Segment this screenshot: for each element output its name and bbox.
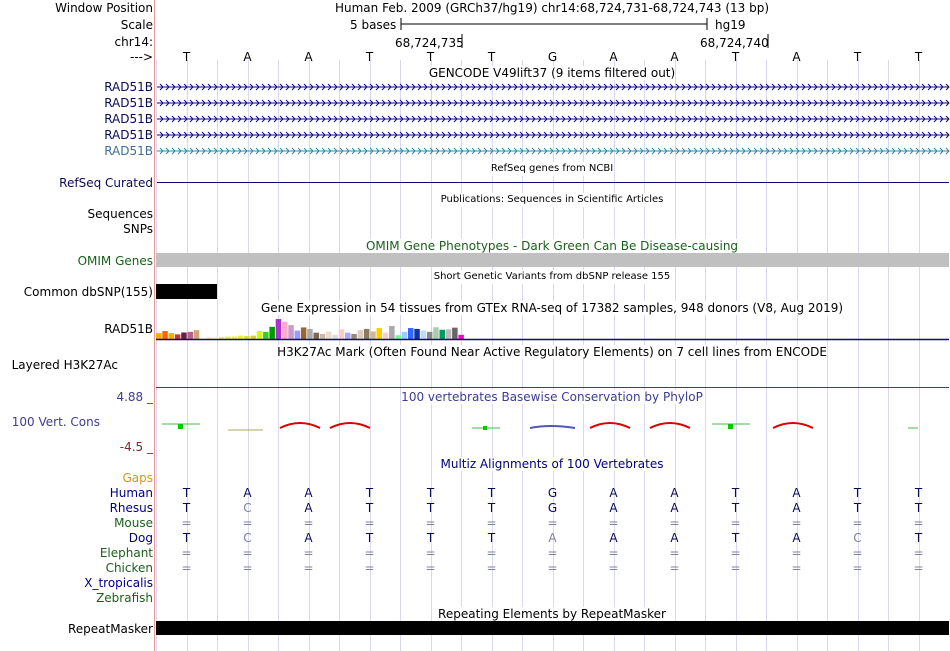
species-label[interactable]: Dog — [128, 531, 153, 545]
gtex-tissue-bar — [181, 332, 187, 339]
multiz-title: Multiz Alignments of 100 Vertebrates — [440, 457, 664, 471]
alignment-base: T — [182, 486, 191, 500]
dbsnp-variant-bar — [156, 284, 217, 299]
gtex-tissue-bar — [257, 331, 263, 339]
gtex-tissue-bar — [402, 332, 408, 339]
cons-min-label: -4.5 _ — [119, 440, 153, 454]
alignment-base: A — [243, 486, 252, 500]
alignment-base: = — [181, 546, 192, 560]
alignment-base: = — [791, 561, 802, 575]
alignment-base: T — [365, 501, 374, 515]
alignment-base: A — [304, 486, 313, 500]
alignment-base: A — [792, 501, 801, 515]
gtex-tissue-bar — [263, 332, 269, 339]
gtex-tissue-bar — [288, 325, 294, 339]
gtex-tissue-bar — [421, 331, 427, 339]
base-letter: A — [304, 50, 313, 64]
species-label[interactable]: Human — [109, 486, 153, 500]
dbsnp-title: Short Genetic Variants from dbSNP release 155 — [433, 271, 671, 282]
gtex-tissue-bar — [188, 332, 194, 339]
refseq-title: RefSeq genes from NCBI — [490, 163, 614, 174]
alignment-base: C — [853, 531, 862, 545]
base-letter: T — [487, 50, 496, 64]
gtex-tissue-bar — [339, 329, 345, 339]
gencode-title: GENCODE V49lift37 (9 items filtered out) — [428, 66, 676, 80]
gtex-tissue-bar — [351, 334, 357, 339]
alignment-base: = — [181, 561, 192, 575]
alignment-base: = — [608, 561, 619, 575]
species-label[interactable]: Zebrafish — [96, 591, 153, 605]
alignment-base: = — [242, 561, 253, 575]
gtex-tissue-bar — [244, 336, 250, 339]
omim-bar — [156, 253, 949, 267]
gencode-item-1[interactable]: RAD51B — [104, 80, 153, 94]
alignment-base: = — [425, 546, 436, 560]
alignment-base: = — [181, 516, 192, 530]
alignment-base: T — [914, 531, 923, 545]
omim-label[interactable]: OMIM Genes — [77, 254, 153, 268]
alignment-base: A — [609, 501, 618, 515]
alignment-base: A — [548, 531, 557, 545]
repeatmasker-label[interactable]: RepeatMasker — [67, 622, 153, 636]
alignment-base: A — [670, 531, 679, 545]
species-label[interactable]: Mouse — [114, 516, 153, 530]
scale-label: Scale — [120, 18, 153, 32]
h3k27ac-title: H3K27Ac Mark (Often Found Near Active Regulatory Elements) on 7 cell lines from ENCODE — [277, 345, 827, 359]
alignment-base: T — [853, 501, 862, 515]
gtex-tissue-bar — [282, 322, 288, 339]
gtex-tissue-bar — [427, 332, 433, 339]
alignment-base: C — [243, 531, 252, 545]
base-letter: T — [914, 50, 923, 64]
alignment-base: A — [792, 531, 801, 545]
gtex-tissue-bar — [276, 319, 282, 339]
gtex-tissue-bar — [345, 333, 351, 339]
alignment-base: T — [914, 501, 923, 515]
alignment-base: = — [669, 561, 680, 575]
gtex-tissue-bar — [225, 336, 231, 339]
gtex-tissue-bar — [194, 330, 200, 339]
alignment-base: T — [853, 486, 862, 500]
alignment-base: = — [913, 561, 924, 575]
gtex-title: Gene Expression in 54 tissues from GTEx RNA-seq of 17382 samples, 948 donors (V8, Aug 2019) — [260, 301, 844, 315]
gtex-tissue-bar — [446, 329, 452, 339]
position-label-2: 68,724,740 — [700, 36, 769, 50]
gaps-label[interactable]: Gaps — [122, 471, 153, 485]
base-letter: T — [731, 50, 740, 64]
gtex-tissue-bar — [383, 333, 389, 339]
alignment-base: = — [303, 516, 314, 530]
gtex-tissue-bar — [395, 335, 401, 339]
alignment-base: G — [547, 486, 558, 500]
alignment-base: = — [852, 561, 863, 575]
phylop-point — [483, 426, 487, 430]
alignment-base: A — [670, 486, 679, 500]
gencode-item-3[interactable]: RAD51B — [104, 112, 153, 126]
dbsnp-label[interactable]: Common dbSNP(155) — [23, 285, 153, 299]
alignment-base: = — [608, 516, 619, 530]
gtex-tissue-bar — [458, 335, 464, 339]
alignment-base: = — [730, 561, 741, 575]
alignment-base: = — [547, 516, 558, 530]
alignment-base: A — [609, 486, 618, 500]
alignment-base: = — [669, 546, 680, 560]
gtex-tissue-bar — [232, 336, 238, 339]
gtex-tissue-bar — [320, 334, 326, 339]
alignment-base: A — [792, 486, 801, 500]
gtex-tissue-bar — [156, 333, 162, 339]
gtex-tissue-bar — [314, 333, 320, 339]
gtex-tissue-bar — [414, 329, 420, 339]
gtex-tissue-bar — [269, 327, 275, 339]
window-position-label: Window Position — [55, 1, 153, 15]
gtex-tissue-bar — [251, 336, 257, 339]
gtex-tissue-bar — [213, 337, 219, 339]
gtex-tissue-bar — [301, 327, 307, 339]
alignment-base: = — [242, 516, 253, 530]
phylop-peak — [650, 423, 690, 428]
base-letter: G — [547, 50, 558, 64]
alignment-base: = — [913, 516, 924, 530]
alignment-base: = — [425, 561, 436, 575]
gtex-tissue-bar — [408, 328, 414, 339]
publications-sequences-label[interactable]: Sequences — [87, 207, 153, 221]
alignment-base: = — [913, 546, 924, 560]
repeatmasker-bar — [156, 621, 949, 635]
gtex-tissue-bar — [162, 331, 168, 339]
alignment-base: = — [303, 546, 314, 560]
alignment-base: = — [303, 561, 314, 575]
h3k27ac-label[interactable]: Layered H3K27Ac — [11, 358, 118, 372]
gtex-tissue-bar — [389, 326, 395, 339]
strand-arrow-label: ---> — [129, 50, 153, 64]
cons-title: 100 vertebrates Basewise Conservation by PhyloP — [401, 390, 703, 404]
alignment-base: = — [791, 546, 802, 560]
alignment-base: = — [852, 546, 863, 560]
assembly-title: Human Feb. 2009 (GRCh37/hg19) chr14:68,724,731-68,724,743 (13 bp) — [334, 1, 770, 15]
species-label[interactable]: Chicken — [105, 561, 153, 575]
phylop-peak — [330, 423, 370, 428]
species-label[interactable]: Rhesus — [109, 501, 153, 515]
alignment-base: = — [608, 546, 619, 560]
chrom-label: chr14: — [114, 35, 153, 49]
gtex-tissue-bar — [358, 330, 364, 339]
alignment-base: = — [425, 516, 436, 530]
gtex-tissue-bar — [326, 331, 332, 339]
base-letter: A — [243, 50, 252, 64]
alignment-base: = — [852, 516, 863, 530]
cons-label[interactable]: 100 Vert. Cons — [11, 415, 100, 429]
base-letter: A — [792, 50, 801, 64]
gtex-label[interactable]: RAD51B — [104, 322, 153, 336]
base-letter: A — [670, 50, 679, 64]
alignment-base: = — [730, 546, 741, 560]
alignment-base: T — [426, 531, 435, 545]
gtex-tissue-bar — [377, 328, 383, 339]
publications-snps-label[interactable]: SNPs — [123, 222, 153, 236]
scale-db: hg19 — [715, 18, 746, 32]
base-letter: T — [426, 50, 435, 64]
repeatmasker-title: Repeating Elements by RepeatMasker — [438, 607, 666, 621]
phylop-peak — [590, 423, 630, 428]
alignment-base: = — [486, 561, 497, 575]
gtex-tissue-bar — [295, 331, 301, 339]
alignment-base: T — [182, 531, 191, 545]
gtex-tissue-bar — [452, 328, 458, 339]
alignment-base: = — [486, 546, 497, 560]
alignment-base: = — [364, 561, 375, 575]
alignment-base: = — [791, 516, 802, 530]
gtex-tissue-bar — [433, 327, 439, 339]
gtex-tissue-bar — [364, 329, 370, 339]
gtex-tissue-bar — [440, 330, 446, 339]
refseq-label[interactable]: RefSeq Curated — [59, 176, 153, 190]
alignment-base: T — [731, 531, 740, 545]
phylop-point — [728, 424, 733, 429]
alignment-base: T — [914, 486, 923, 500]
position-label-1: 68,724,735 — [395, 36, 464, 50]
alignment-base: = — [242, 546, 253, 560]
omim-title: OMIM Gene Phenotypes - Dark Green Can Be Disease-causing — [365, 239, 739, 253]
alignment-base: G — [547, 501, 558, 515]
phylop-peak — [530, 426, 575, 428]
alignment-base: A — [304, 531, 313, 545]
gtex-tissue-bar — [169, 333, 175, 339]
gencode-item-2[interactable]: RAD51B — [104, 96, 153, 110]
gtex-tissue-bar — [206, 337, 212, 339]
gtex-tissue-bar — [238, 336, 244, 339]
phylop-peak — [280, 423, 320, 428]
alignment-base: T — [731, 501, 740, 515]
alignment-base: C — [243, 501, 252, 515]
alignment-base: T — [426, 501, 435, 515]
cons-max-label: 4.88 _ — [116, 390, 153, 404]
alignment-base: A — [609, 531, 618, 545]
gtex-tissue-bar — [307, 329, 313, 339]
base-letter: T — [365, 50, 374, 64]
base-letter: T — [182, 50, 191, 64]
alignment-base: T — [487, 531, 496, 545]
alignment-base: = — [547, 546, 558, 560]
phylop-peak — [773, 423, 813, 428]
alignment-base: = — [669, 516, 680, 530]
alignment-base: = — [730, 516, 741, 530]
alignment-base: = — [364, 516, 375, 530]
alignment-base: T — [365, 531, 374, 545]
base-letter: A — [609, 50, 618, 64]
gtex-tissue-bar — [370, 331, 376, 339]
alignment-base: T — [487, 486, 496, 500]
gencode-item-5[interactable]: RAD51B — [104, 144, 153, 158]
alignment-base: T — [426, 486, 435, 500]
alignment-base: T — [487, 501, 496, 515]
alignment-base: = — [364, 546, 375, 560]
alignment-base: T — [365, 486, 374, 500]
alignment-base: = — [486, 516, 497, 530]
species-label[interactable]: X_tropicalis — [84, 576, 153, 590]
gtex-tissue-bar — [219, 337, 225, 339]
phylop-point — [178, 424, 183, 429]
gtex-tissue-bar — [332, 335, 338, 339]
base-letter: T — [853, 50, 862, 64]
gencode-item-4[interactable]: RAD51B — [104, 128, 153, 142]
species-label[interactable]: Elephant — [99, 546, 153, 560]
alignment-base: A — [304, 501, 313, 515]
scale-text: 5 bases — [350, 18, 397, 32]
gtex-tissue-bar — [175, 334, 181, 339]
alignment-base: T — [182, 501, 191, 515]
alignment-base: T — [731, 486, 740, 500]
alignment-base: A — [670, 501, 679, 515]
alignment-base: = — [547, 561, 558, 575]
publications-title: Publications: Sequences in Scientific Articles — [440, 194, 664, 205]
